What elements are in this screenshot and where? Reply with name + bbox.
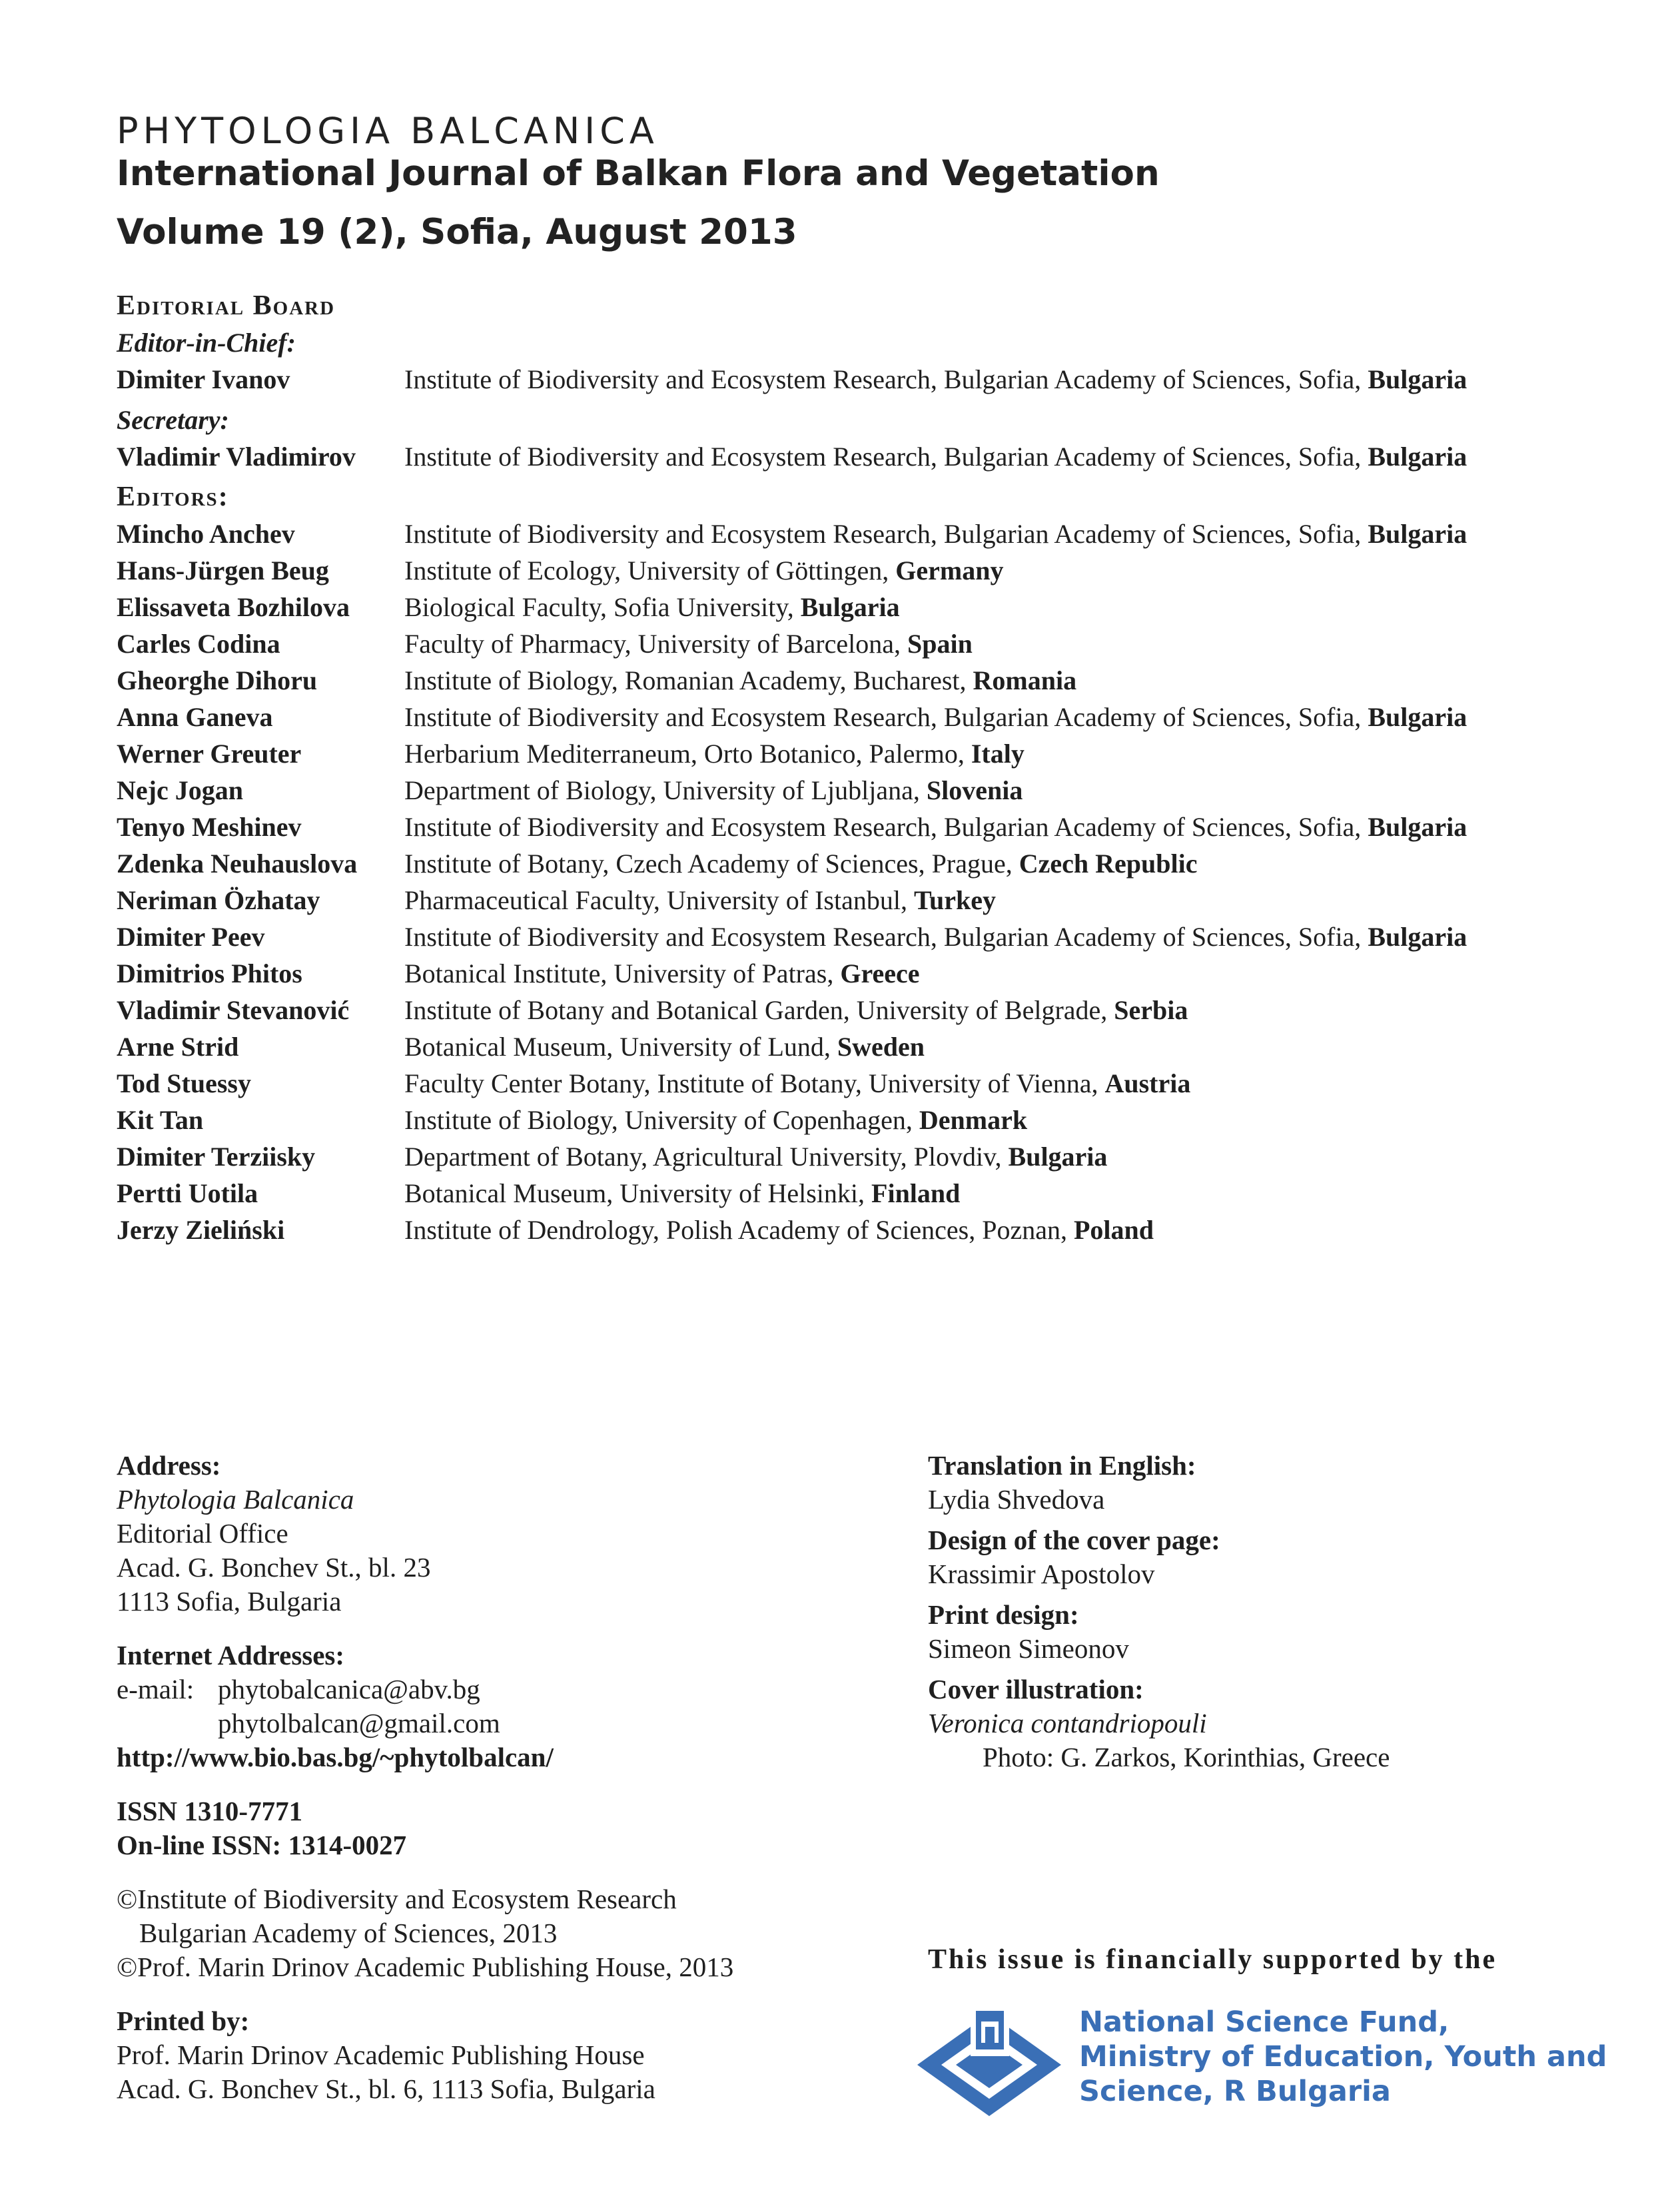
- nsf-name: [1079, 2005, 1607, 2109]
- editor-affiliation: Pharmaceutical Faculty, University of Istanbul, Turkey: [404, 885, 996, 915]
- journal-volume: Volume 19 (2), Sofia, August 2013: [117, 212, 797, 252]
- editor-country: Italy: [971, 739, 1025, 769]
- editor-row: [117, 772, 1582, 809]
- editor-affiliation: Botanical Institute, University of Patras, Greece: [404, 958, 920, 988]
- support-statement: This issue is financially supported by the: [928, 1944, 1497, 1975]
- copyright-line: ©Institute of Biodiversity and Ecosystem Research: [117, 1884, 677, 1914]
- printer-line: Acad. G. Bonchev St., bl. 6, 1113 Sofia, Bulgaria: [117, 2073, 655, 2104]
- editor-affiliation: Institute of Biodiversity and Ecosystem Research, Bulgarian Academy of Sciences, Sofia, Bulgaria: [404, 922, 1467, 952]
- address-label: Address:: [117, 1450, 221, 1481]
- print-design-label: Print design:: [928, 1599, 1079, 1630]
- editor-row: [117, 552, 1582, 589]
- address-journal: Phytologia Balcanica: [117, 1484, 354, 1515]
- cover-design-label: Design of the cover page:: [928, 1525, 1220, 1555]
- editor-row: [117, 625, 1582, 662]
- editor-affiliation: Faculty Center Botany, Institute of Botany, University of Vienna, Austria: [404, 1068, 1191, 1098]
- email-row: [117, 1706, 883, 1740]
- editor-affiliation: Institute of Biodiversity and Ecosystem Research, Bulgarian Academy of Sciences, Sofia, Bulgaria: [404, 519, 1467, 549]
- editor-row: [117, 955, 1582, 992]
- editor-country: Sweden: [837, 1032, 925, 1062]
- editors-label: Editors:: [117, 482, 229, 512]
- cover-illustration-label: Cover illustration:: [928, 1674, 1144, 1704]
- translation-value: Lydia Shvedova: [928, 1484, 1105, 1515]
- editor-name: Dimiter Peev: [117, 922, 265, 952]
- editor-name: Gheorghe Dihoru: [117, 665, 318, 695]
- editor-row: [117, 589, 1582, 625]
- editor-name: Dimiter Terziisky: [117, 1142, 316, 1172]
- editor-country: Bulgaria: [1368, 812, 1467, 842]
- editor-row: [117, 516, 1582, 552]
- copyright-line: ©Prof. Marin Drinov Academic Publishing House, 2013: [117, 1952, 734, 1982]
- editor-country: Bulgaria: [1368, 519, 1467, 549]
- editor-country: Denmark: [919, 1105, 1028, 1135]
- editor-row: [117, 1212, 1582, 1248]
- editor-country: Turkey: [913, 885, 996, 915]
- editor-row: [117, 992, 1582, 1028]
- editor-affiliation: Botanical Museum, University of Helsinki, Finland: [404, 1178, 961, 1208]
- editor-name: Carles Codina: [117, 629, 280, 659]
- editor-country: Czech Republic: [1019, 849, 1198, 879]
- secretary-label: Secretary:: [117, 405, 229, 435]
- editor-name: Dimiter Ivanov: [117, 364, 290, 394]
- secretary-row: [117, 438, 1582, 475]
- nsf-name-line: National Science Fund,: [1079, 2006, 1450, 2039]
- editor-affiliation: Biological Faculty, Sofia University, Bulgaria: [404, 592, 900, 622]
- cover-illustration-species: Veronica contandriopouli: [928, 1708, 1207, 1738]
- editor-affiliation: Institute of Biology, Romanian Academy, Bucharest, Romania: [404, 665, 1077, 695]
- editor-in-chief-label: Editor-in-Chief:: [117, 328, 296, 358]
- editor-name: Vladimir Vladimirov: [117, 442, 356, 472]
- editor-affiliation: Institute of Dendrology, Polish Academy of Sciences, Poznan, Poland: [404, 1215, 1154, 1245]
- editor-country: Bulgaria: [1368, 364, 1467, 394]
- email-row: [117, 1672, 883, 1706]
- editor-name: Nejc Jogan: [117, 775, 243, 805]
- email-address[interactable]: phytobalcanica@abv.bg: [218, 1674, 480, 1704]
- editor-country: Germany: [895, 555, 1004, 585]
- editor-name: Zdenka Neuhauslova: [117, 849, 358, 879]
- printer-line: Prof. Marin Drinov Academic Publishing House: [117, 2039, 645, 2070]
- editor-in-chief-row: [117, 361, 1582, 398]
- nsf-name-line: Ministry of Education, Youth and: [1079, 2040, 1607, 2073]
- printed-by-label: Printed by:: [117, 2006, 250, 2036]
- editor-country: Bulgaria: [1368, 702, 1467, 732]
- editor-name: Kit Tan: [117, 1105, 204, 1135]
- editor-affiliation: Department of Botany, Agricultural University, Plovdiv, Bulgaria: [404, 1142, 1108, 1172]
- editor-row: [117, 1102, 1582, 1138]
- editor-country: Bulgaria: [1368, 922, 1467, 952]
- editor-name: Jerzy Zieliński: [117, 1215, 285, 1245]
- editor-country: Finland: [871, 1178, 961, 1208]
- editor-row: [117, 1065, 1582, 1102]
- editor-row: [117, 735, 1582, 772]
- address-line: Acad. G. Bonchev St., bl. 23: [117, 1552, 431, 1583]
- editor-row: [117, 1028, 1582, 1065]
- copyright-line: Bulgarian Academy of Sciences, 2013: [139, 1918, 558, 1948]
- email-address[interactable]: phytolbalcan@gmail.com: [218, 1708, 500, 1738]
- editor-country: Greece: [840, 958, 920, 988]
- editor-affiliation: Institute of Botany, Czech Academy of Sciences, Prague, Czech Republic: [404, 849, 1198, 879]
- print-design-value: Simeon Simeonov: [928, 1633, 1129, 1664]
- internet-label: Internet Addresses:: [117, 1640, 345, 1670]
- address-line: Editorial Office: [117, 1518, 288, 1549]
- editor-name: Tod Stuessy: [117, 1068, 251, 1098]
- editor-country: Serbia: [1114, 995, 1188, 1025]
- journal-subtitle: International Journal of Balkan Flora and Vegetation: [117, 153, 1160, 194]
- address-column: [117, 1449, 883, 2106]
- issn-print: ISSN 1310-7771: [117, 1796, 303, 1826]
- translation-label: Translation in English:: [928, 1450, 1196, 1481]
- editor-row: [117, 809, 1582, 845]
- editor-name: Tenyo Meshinev: [117, 812, 302, 842]
- editor-affiliation: Herbarium Mediterraneum, Orto Botanico, Palermo, Italy: [404, 739, 1025, 769]
- editor-row: [117, 919, 1582, 955]
- cover-illustration-photo: Photo: G. Zarkos, Korinthias, Greece: [983, 1742, 1390, 1772]
- editor-country: Spain: [907, 629, 973, 659]
- editor-affiliation: Institute of Biodiversity and Ecosystem Research, Bulgarian Academy of Sciences, Sofia, Bulgaria: [404, 702, 1467, 732]
- editor-name: Dimitrios Phitos: [117, 958, 302, 988]
- credits-column: [928, 1449, 1594, 1774]
- editor-affiliation: Institute of Ecology, University of Göttingen, Germany: [404, 555, 1004, 585]
- editor-affiliation: Institute of Biology, University of Copenhagen, Denmark: [404, 1105, 1028, 1135]
- editor-country: Bulgaria: [1368, 442, 1467, 472]
- editor-affiliation: Department of Biology, University of Ljubljana, Slovenia: [404, 775, 1023, 805]
- nsf-name-line: Science, R Bulgaria: [1079, 2075, 1391, 2108]
- editor-affiliation: Institute of Biodiversity and Ecosystem Research, Bulgarian Academy of Sciences, Sofia, Bulgaria: [404, 812, 1467, 842]
- email-key: e-mail:: [117, 1674, 195, 1704]
- editor-affiliation: Institute of Biodiversity and Ecosystem Research, Bulgarian Academy of Sciences, Sofia, Bulgaria: [404, 442, 1467, 472]
- editor-affiliation: Faculty of Pharmacy, University of Barcelona, Spain: [404, 629, 973, 659]
- editor-name: Werner Greuter: [117, 739, 302, 769]
- website-link[interactable]: http://www.bio.bas.bg/~phytolbalcan/: [117, 1742, 554, 1772]
- editor-row: [117, 845, 1582, 882]
- editorial-board-heading: Editorial Board: [117, 290, 336, 321]
- editor-name: Arne Strid: [117, 1032, 239, 1062]
- editor-country: Bulgaria: [800, 592, 900, 622]
- editor-row: [117, 662, 1582, 699]
- journal-title: PHYTOLOGIA BALCANICA: [117, 110, 659, 152]
- editor-country: Austria: [1104, 1068, 1191, 1098]
- editor-row: [117, 882, 1582, 919]
- editor-affiliation: Institute of Biodiversity and Ecosystem Research, Bulgarian Academy of Sciences, Sofia, Bulgaria: [404, 364, 1467, 394]
- issn-online: On-line ISSN: 1314-0027: [117, 1830, 407, 1860]
- nsf-logo-icon: [909, 2002, 1069, 2121]
- editor-country: Poland: [1074, 1215, 1154, 1245]
- editor-row: [117, 1138, 1582, 1175]
- editorial-board: [117, 288, 1582, 1248]
- editor-country: Bulgaria: [1008, 1142, 1108, 1172]
- editor-row: [117, 699, 1582, 735]
- editor-name: Mincho Anchev: [117, 519, 295, 549]
- editor-name: Pertti Uotila: [117, 1178, 258, 1208]
- editor-name: Neriman Özhatay: [117, 885, 320, 915]
- editor-name: Hans-Jürgen Beug: [117, 555, 329, 585]
- editor-country: Romania: [973, 665, 1077, 695]
- address-line: 1113 Sofia, Bulgaria: [117, 1586, 342, 1617]
- cover-design-value: Krassimir Apostolov: [928, 1559, 1155, 1589]
- editor-name: Vladimir Stevanović: [117, 995, 350, 1025]
- editor-affiliation: Institute of Botany and Botanical Garden, University of Belgrade, Serbia: [404, 995, 1188, 1025]
- editor-name: Anna Ganeva: [117, 702, 273, 732]
- editors-list: [117, 516, 1582, 1248]
- editor-country: Slovenia: [926, 775, 1023, 805]
- editor-row: [117, 1175, 1582, 1212]
- editor-name: Elissaveta Bozhilova: [117, 592, 350, 622]
- editor-affiliation: Botanical Museum, University of Lund, Sweden: [404, 1032, 925, 1062]
